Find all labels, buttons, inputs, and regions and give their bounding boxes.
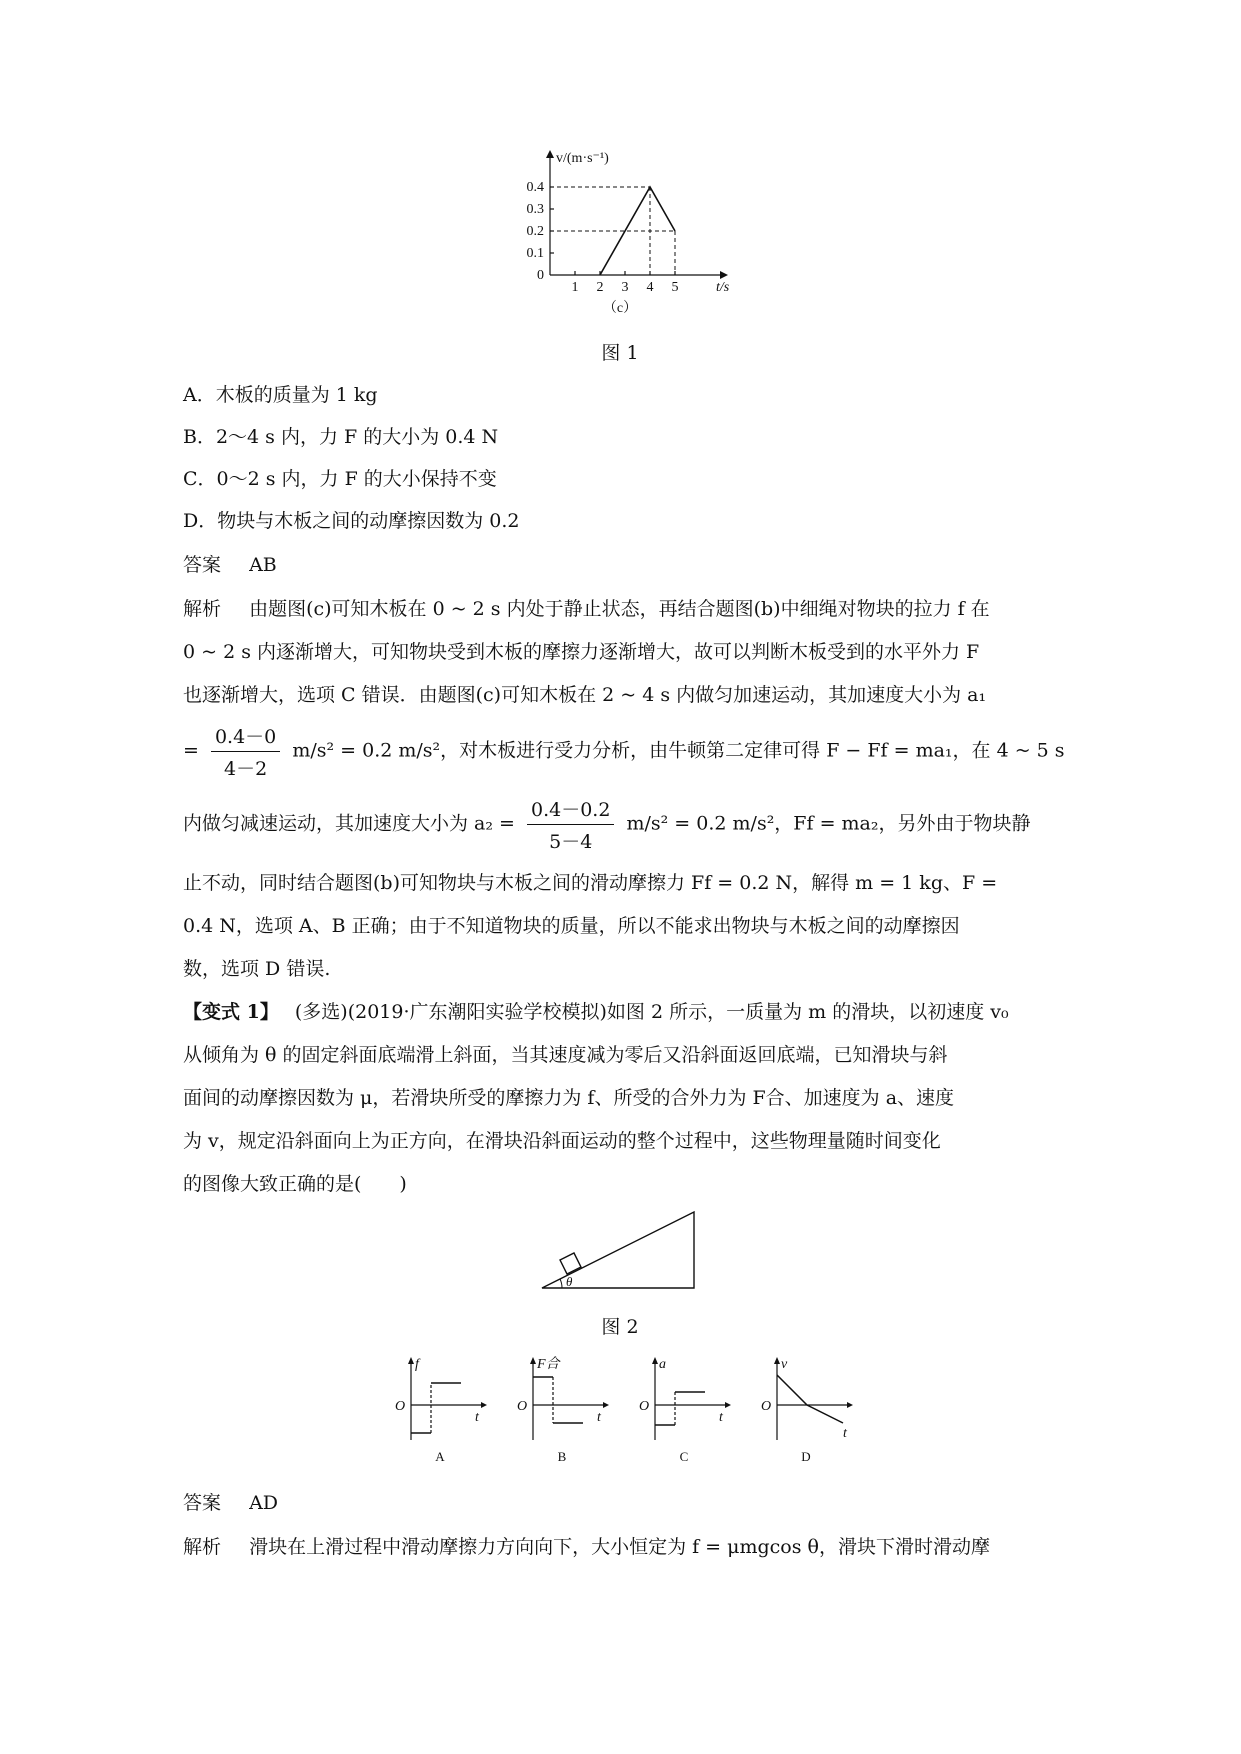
fraction-1 (211, 722, 280, 781)
x-axis-label: t/s (716, 280, 730, 295)
analysis-1-line: 数，选项 D 错误. (183, 958, 331, 980)
graph-c-y-label: a (659, 1357, 666, 1372)
equation-suffix: m/s² = 0.2 m/s²，对木板进行受力分析，由牛顿第二定律可得 F − Ff = ma₁，在 4 ~ 5 s (292, 739, 1065, 762)
y-axis-arrow (546, 150, 554, 158)
graph-a-label: A (435, 1449, 445, 1464)
y-axis-label: v/(m·s⁻¹) (556, 151, 609, 166)
graph-b-y-label: F合 (537, 1357, 560, 1372)
analysis-text: 由题图(c)可知木板在 0 ~ 2 s 内处于静止状态，再结合题图(b)中细绳对物块的拉力 f 在 (249, 598, 990, 620)
graph-d-origin: O (761, 1399, 772, 1414)
figure-sub-label: （c） (602, 301, 638, 316)
fraction-denominator: 5－4 (549, 831, 593, 853)
option-d: D．物块与木板之间的动摩擦因数为 0.2 (183, 510, 520, 532)
answer-value: AD (249, 1492, 279, 1514)
graph-c-origin: O (639, 1399, 650, 1414)
analysis-label: 解析 (183, 598, 222, 620)
graph-d-y-label: v (781, 1357, 788, 1372)
option-c: C．0～2 s 内，力 F 的大小保持不变 (183, 468, 497, 490)
equation-2-line (183, 795, 1031, 854)
x-tick-label: 1 (571, 280, 579, 295)
option-b: B．2～4 s 内，力 F 的大小为 0.4 N (183, 426, 499, 448)
variant-1-line: 从倾角为 θ 的固定斜面底端滑上斜面，当其速度减为零后又沿斜面返回底端，已知滑块与斜 (183, 1044, 948, 1066)
analysis-text: 滑块在上滑过程中滑动摩擦力方向向下，大小恒定为 f = μmgcos θ，滑块下滑时滑动摩 (249, 1536, 990, 1558)
graph-d-label: D (801, 1449, 811, 1464)
graph-a-x-label: t (475, 1410, 479, 1425)
graph-c-x-label: t (719, 1410, 723, 1425)
variant-1-line: 的图像大致正确的是( ) (183, 1173, 407, 1195)
fraction-numerator: 0.4－0 (211, 722, 280, 752)
y-tick-label: 0.2 (526, 224, 544, 239)
graph-c-label: C (679, 1449, 689, 1464)
analysis-1-line (183, 597, 990, 621)
y-tick-label: 0.1 (526, 246, 544, 261)
figure-2-caption: 图 2 (601, 1316, 639, 1338)
graph-b-origin: O (517, 1399, 528, 1414)
equation-prefix: 内做匀减速运动，其加速度大小为 a₂ = (183, 812, 515, 835)
x-tick-label: 2 (596, 280, 604, 295)
angle-arc (560, 1279, 562, 1288)
answer-value: AB (249, 554, 277, 576)
fraction-numerator: 0.4－0.2 (527, 795, 614, 825)
variant-1-line: 为 v，规定沿斜面向上为正方向，在滑块沿斜面运动的整个过程中，这些物理量随时间变化 (183, 1130, 941, 1152)
fraction-denominator: 4－2 (224, 758, 268, 780)
angle-label: θ (566, 1274, 573, 1289)
graph-b (515, 1355, 615, 1465)
graph-c (637, 1355, 737, 1465)
graph-b-x-label: t (597, 1410, 601, 1425)
graph-a-y-label: f (415, 1357, 419, 1372)
fraction-2 (527, 795, 614, 854)
answer-label: 答案 (183, 1492, 222, 1514)
figure-1-vt-graph (520, 150, 740, 320)
analysis-2-line (183, 1535, 990, 1559)
graph-b-label: B (557, 1449, 567, 1464)
answer-1 (183, 553, 277, 577)
answer-2 (183, 1491, 278, 1515)
equation-prefix: = (183, 739, 199, 762)
option-a: A．木板的质量为 1 kg (183, 384, 378, 406)
graph-d (759, 1355, 859, 1465)
incline-triangle (542, 1212, 694, 1288)
x-tick-label: 3 (621, 280, 629, 295)
variant-tag: 【变式 1】 (183, 1001, 279, 1023)
analysis-label: 解析 (183, 1536, 222, 1558)
variant-text: (多选)(2019·广东潮阳实验学校模拟)如图 2 所示，一质量为 m 的滑块，以初速度 v₀ (294, 1001, 1009, 1023)
equation-1-line (183, 722, 1065, 781)
figure-2-incline (540, 1210, 710, 1290)
x-tick-label: 4 (646, 280, 654, 295)
graph-d-series (777, 1375, 843, 1423)
analysis-1-line: 0 ~ 2 s 内逐渐增大，可知物块受到木板的摩擦力逐渐增大，故可以判断木板受到的水平外力 F (183, 641, 980, 663)
variant-1-line (183, 1000, 1009, 1024)
y-tick-label: 0.4 (526, 180, 544, 195)
x-tick-label: 5 (671, 280, 679, 295)
graph-a-origin: O (395, 1399, 406, 1414)
answer-label: 答案 (183, 554, 222, 576)
graph-a (393, 1355, 493, 1465)
y-tick-label: 0.3 (526, 202, 544, 217)
analysis-1-line: 0.4 N，选项 A、B 正确；由于不知道物块的质量，所以不能求出物块与木板之间的动摩擦因 (183, 915, 960, 937)
analysis-1-line: 止不动，同时结合题图(b)可知物块与木板之间的滑动摩擦力 Ff = 0.2 N，解得 m = 1 kg、F = (183, 872, 998, 894)
analysis-1-line: 也逐渐增大，选项 C 错误．由题图(c)可知木板在 2 ~ 4 s 内做匀加速运动，其加速度大小为 a₁ (183, 684, 987, 706)
x-axis-arrow (720, 271, 728, 279)
equation-suffix: m/s² = 0.2 m/s²，Ff = ma₂，另外由于物块静 (626, 812, 1031, 835)
figure-1-caption: 图 1 (601, 342, 639, 364)
graph-d-x-label: t (843, 1426, 847, 1441)
variant-1-line: 面间的动摩擦因数为 μ，若滑块所受的摩擦力为 f、所受的合外力为 F合、加速度为 a、速度 (183, 1087, 955, 1109)
y-tick-label: 0 (537, 268, 544, 283)
